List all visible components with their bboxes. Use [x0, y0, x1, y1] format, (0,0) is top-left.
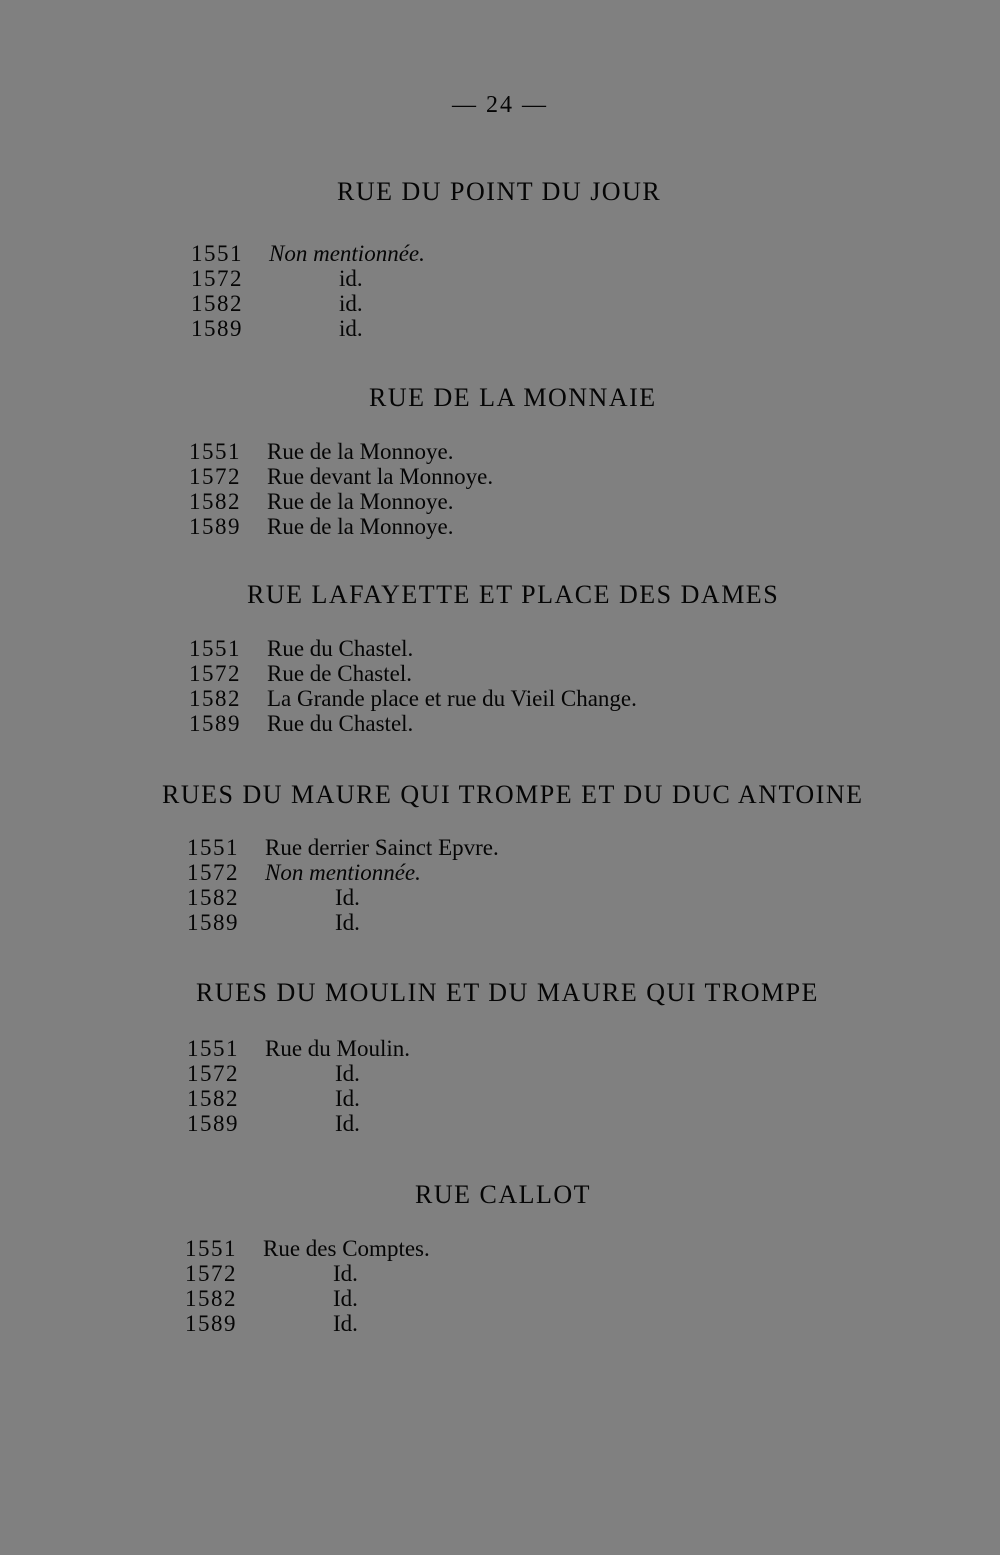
entry-year: 1572 — [191, 266, 243, 291]
entry-text: Rue de la Monnoye. — [267, 489, 454, 514]
entry-text: Id. — [335, 1061, 360, 1086]
street-heading: RUES DU MAURE QUI TROMPE ET DU DUC ANTOINE — [162, 780, 864, 809]
entry-text: Rue derrier Sainct Epvre. — [265, 835, 499, 860]
entry-text: Rue du Moulin. — [265, 1036, 411, 1061]
street-heading: RUE CALLOT — [415, 1180, 592, 1209]
entry-text: Id. — [335, 1086, 360, 1111]
entry-text: Rue de Chastel. — [267, 661, 412, 686]
entry-year: 1582 — [185, 1286, 237, 1311]
entry-year: 1572 — [185, 1261, 237, 1286]
entry-text: Rue des Comptes. — [263, 1236, 430, 1261]
entry-text: id. — [339, 291, 363, 316]
entry-year: 1551 — [185, 1236, 237, 1261]
street-heading: RUE DE LA MONNAIE — [369, 383, 657, 412]
entry-text: Non mentionnée. — [269, 241, 425, 266]
entry-year: 1551 — [189, 636, 241, 661]
entry-text: id. — [339, 266, 363, 291]
entry-text: Non mentionnée. — [265, 860, 421, 885]
entry-text: Rue de la Monnoye. — [267, 514, 454, 539]
entry-text: Id. — [335, 1111, 360, 1136]
entry-year: 1589 — [191, 316, 243, 341]
entry-year: 1572 — [189, 661, 241, 686]
entry-year: 1551 — [191, 241, 243, 266]
entry-year: 1589 — [185, 1311, 237, 1336]
entry-text: Id. — [333, 1286, 358, 1311]
entry-text: Id. — [333, 1311, 358, 1336]
entry-text: Rue devant la Monnoye. — [267, 464, 494, 489]
entry-year: 1551 — [187, 835, 239, 860]
entry-year: 1572 — [187, 1061, 239, 1086]
entry-year: 1551 — [189, 439, 241, 464]
entry-year: 1589 — [189, 514, 241, 539]
street-heading: RUE LAFAYETTE ET PLACE DES DAMES — [247, 580, 780, 609]
entry-text: Rue de la Monnoye. — [267, 439, 454, 464]
entry-year: 1589 — [187, 910, 239, 935]
entry-year: 1572 — [187, 860, 239, 885]
page-number: — 24 — — [452, 92, 548, 118]
entry-text: Id. — [335, 910, 360, 935]
entry-year: 1589 — [187, 1111, 239, 1136]
entry-year: 1582 — [191, 291, 243, 316]
entry-text: Id. — [335, 885, 360, 910]
entry-year: 1572 — [189, 464, 241, 489]
entry-year: 1582 — [187, 885, 239, 910]
entry-year: 1551 — [187, 1036, 239, 1061]
entry-text: La Grande place et rue du Vieil Change. — [267, 686, 637, 711]
entry-year: 1582 — [187, 1086, 239, 1111]
street-heading: RUES DU MOULIN ET DU MAURE QUI TROMPE — [196, 978, 819, 1007]
entry-text: Id. — [333, 1261, 358, 1286]
entry-year: 1582 — [189, 489, 241, 514]
entry-text: id. — [339, 316, 363, 341]
entry-text: Rue du Chastel. — [267, 711, 414, 736]
entry-text: Rue du Chastel. — [267, 636, 414, 661]
entry-year: 1589 — [189, 711, 241, 736]
street-heading: RUE DU POINT DU JOUR — [337, 177, 662, 206]
entry-year: 1582 — [189, 686, 241, 711]
